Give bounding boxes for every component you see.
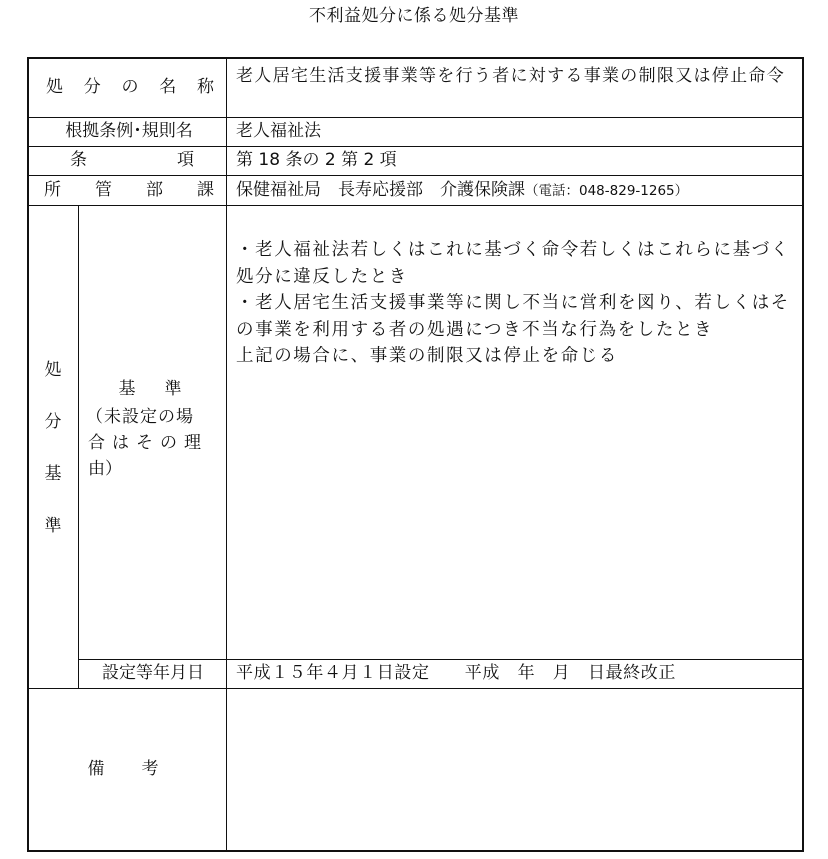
value-set-date: 平成１５年４月１日設定 平成 年 月 日最終改正 — [236, 663, 676, 683]
label-standard-note — [86, 404, 224, 482]
section-char: 準 — [44, 516, 62, 536]
label-char: 項 — [177, 150, 194, 170]
row-divider-date-bottom — [29, 688, 802, 689]
row-divider-article — [29, 175, 802, 176]
row-divider-department — [29, 205, 802, 206]
criteria-section-label — [41, 355, 65, 545]
standard-note-line: 由） — [88, 459, 122, 479]
label-disposition-name — [46, 76, 214, 99]
value-basis: 老人福祉法 — [236, 121, 321, 141]
label-department — [44, 179, 214, 202]
label-char: 所 — [44, 180, 61, 200]
section-char: 処 — [44, 360, 62, 380]
label-set-date: 設定等年月日 — [102, 663, 204, 683]
label-article — [70, 149, 194, 172]
label-char: の — [121, 77, 139, 97]
label-char: 分 — [83, 77, 101, 97]
label-remarks: 備 考 — [87, 759, 169, 779]
standard-note-line: （未設定の場 — [86, 407, 194, 427]
row-divider-basis — [29, 146, 802, 147]
section-char: 基 — [44, 464, 62, 484]
label-char: 部 — [146, 180, 163, 200]
criteria-text — [236, 237, 796, 370]
column-divider-criteria — [78, 205, 79, 688]
criteria-line: ・老人居宅生活支援事業等に関し不当に営利を図り、若しくはその事業を利用する者の処遇につき不当な行為をしたとき — [236, 293, 790, 340]
section-char: 分 — [44, 412, 62, 432]
label-char: 名 — [159, 77, 177, 97]
label-char: 課 — [197, 180, 214, 200]
label-char: 称 — [197, 77, 214, 97]
label-standard: 基 準 — [118, 379, 188, 399]
standard-note-line: 合はその理 — [88, 433, 208, 453]
document-title: 不利益処分に係る処分基準 — [309, 6, 519, 26]
label-char: 管 — [95, 180, 112, 200]
label-basis: 根拠条例･規則名 — [65, 121, 193, 141]
label-char: 処 — [46, 77, 63, 97]
value-disposition-name: 老人居宅生活支援事業等を行う者に対する事業の制限又は停止命令 — [236, 66, 785, 86]
label-char: 条 — [70, 150, 87, 170]
column-divider-main — [226, 59, 227, 850]
value-article: 第 18 条の 2 第 2 項 — [236, 150, 397, 170]
criteria-line: 上記の場合に、事業の制限又は停止を命じる — [236, 346, 618, 366]
row-divider-date-top — [78, 659, 802, 660]
department-name: 保健福祉局 長寿応援部 介護保険課 — [236, 180, 525, 200]
criteria-line: ・老人福祉法若しくはこれに基づく命令若しくはこれらに基づく処分に違反したとき — [236, 240, 790, 287]
department-phone: （電話：048-829-1265） — [525, 183, 689, 199]
value-department — [236, 179, 688, 203]
row-divider-name — [29, 117, 802, 118]
